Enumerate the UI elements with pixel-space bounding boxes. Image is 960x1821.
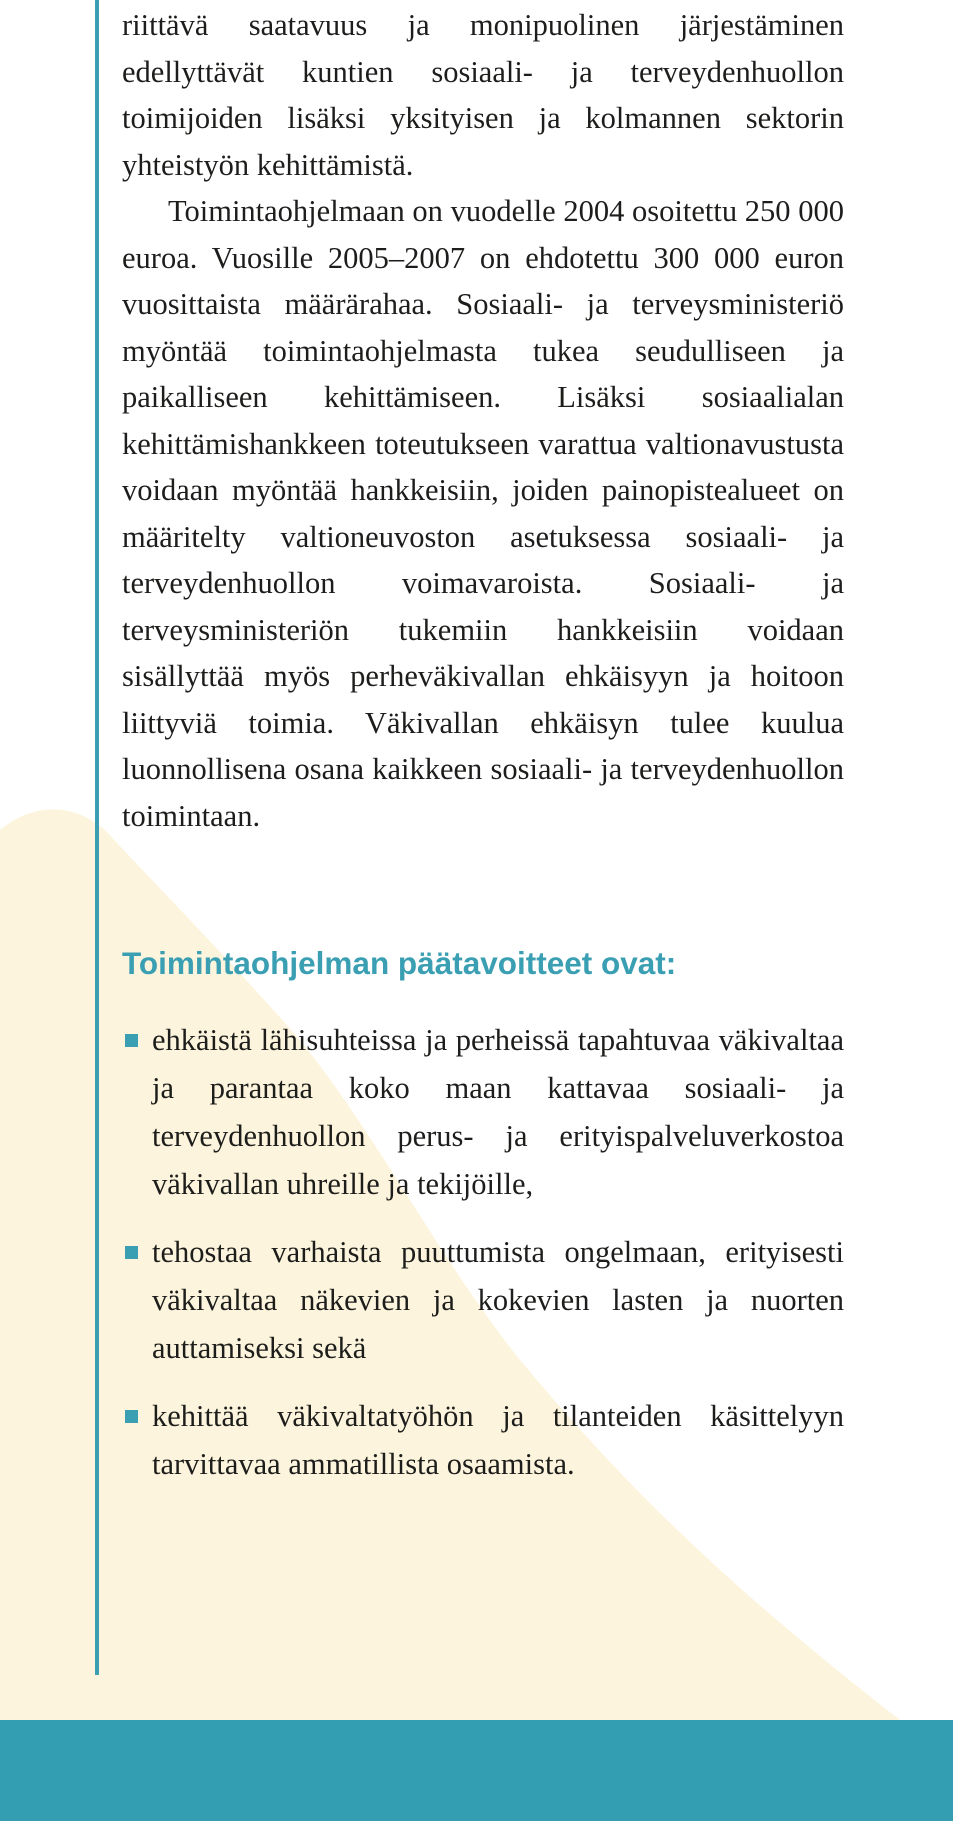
square-bullet-icon	[125, 1246, 138, 1259]
goal-text-1: ehkäistä lähisuhteissa ja perheissä tapahtuvaa väkivaltaa ja parantaa koko maan kattavaa sosiaali- ja terveydenhuollon perus- ja erityispalveluverkostoa väkivallan uhreille ja tekijöille,	[152, 1023, 844, 1201]
page-content	[122, 0, 844, 1481]
square-bullet-icon	[125, 1034, 138, 1047]
body-paragraph-1: riittävä saatavuus ja monipuolinen järjestäminen edellyttävät kuntien sosiaali- ja terveydenhuollon toimijoiden lisäksi yksityisen ja kolmannen sektorin yhteistyön kehittämistä.	[122, 8, 844, 182]
left-accent-rule	[95, 0, 99, 1675]
goals-list	[122, 1016, 844, 1508]
square-bullet-icon	[125, 1410, 138, 1423]
body-paragraph-2: Toimintaohjelmaan on vuodelle 2004 osoitettu 250 000 euroa. Vuosille 2005–2007 on ehdotettu 300 000 euron vuosittaista määrärahaa. Sosiaali- ja terveysministeriö myöntää toimintaohjelmasta tukea seudulliseen ja paikalliseen kehittämiseen. Lisäksi sosiaalialan kehittämishankkeen toteutukseen varattua valtionavustusta voidaan myöntää hankkeisiin, joiden painopistealueet on määritelty valtioneuvoston asetuksessa sosiaali- ja terveydenhuollon voimavaroista. Sosiaali- ja terveysministeriön tukemiin hankkeisiin voidaan sisällyttää myös perheväkivallan ehkäisyyn ja hoitoon liittyviä toimia. Väkivallan ehkäisyn tulee kuulua luonnollisena osana kaikkeen sosiaali- ja terveydenhuollon toimintaan.	[122, 194, 844, 833]
goal-item-3	[122, 1392, 844, 1488]
goals-heading: Toimintaohjelman päätavoitteet ovat:	[122, 945, 677, 981]
goal-text-3: kehittää väkivaltatyöhön ja tilanteiden käsittelyyn tarvittavaa ammatillista osaamista.	[152, 1399, 844, 1481]
goal-item-2	[122, 1228, 844, 1372]
goal-text-2: tehostaa varhaista puuttumista ongelmaan, erityisesti väkivaltaa näkevien ja kokevien lasten ja nuorten auttamiseksi sekä	[152, 1235, 844, 1365]
footer-band	[0, 1720, 953, 1821]
goal-item-1	[122, 1016, 844, 1208]
